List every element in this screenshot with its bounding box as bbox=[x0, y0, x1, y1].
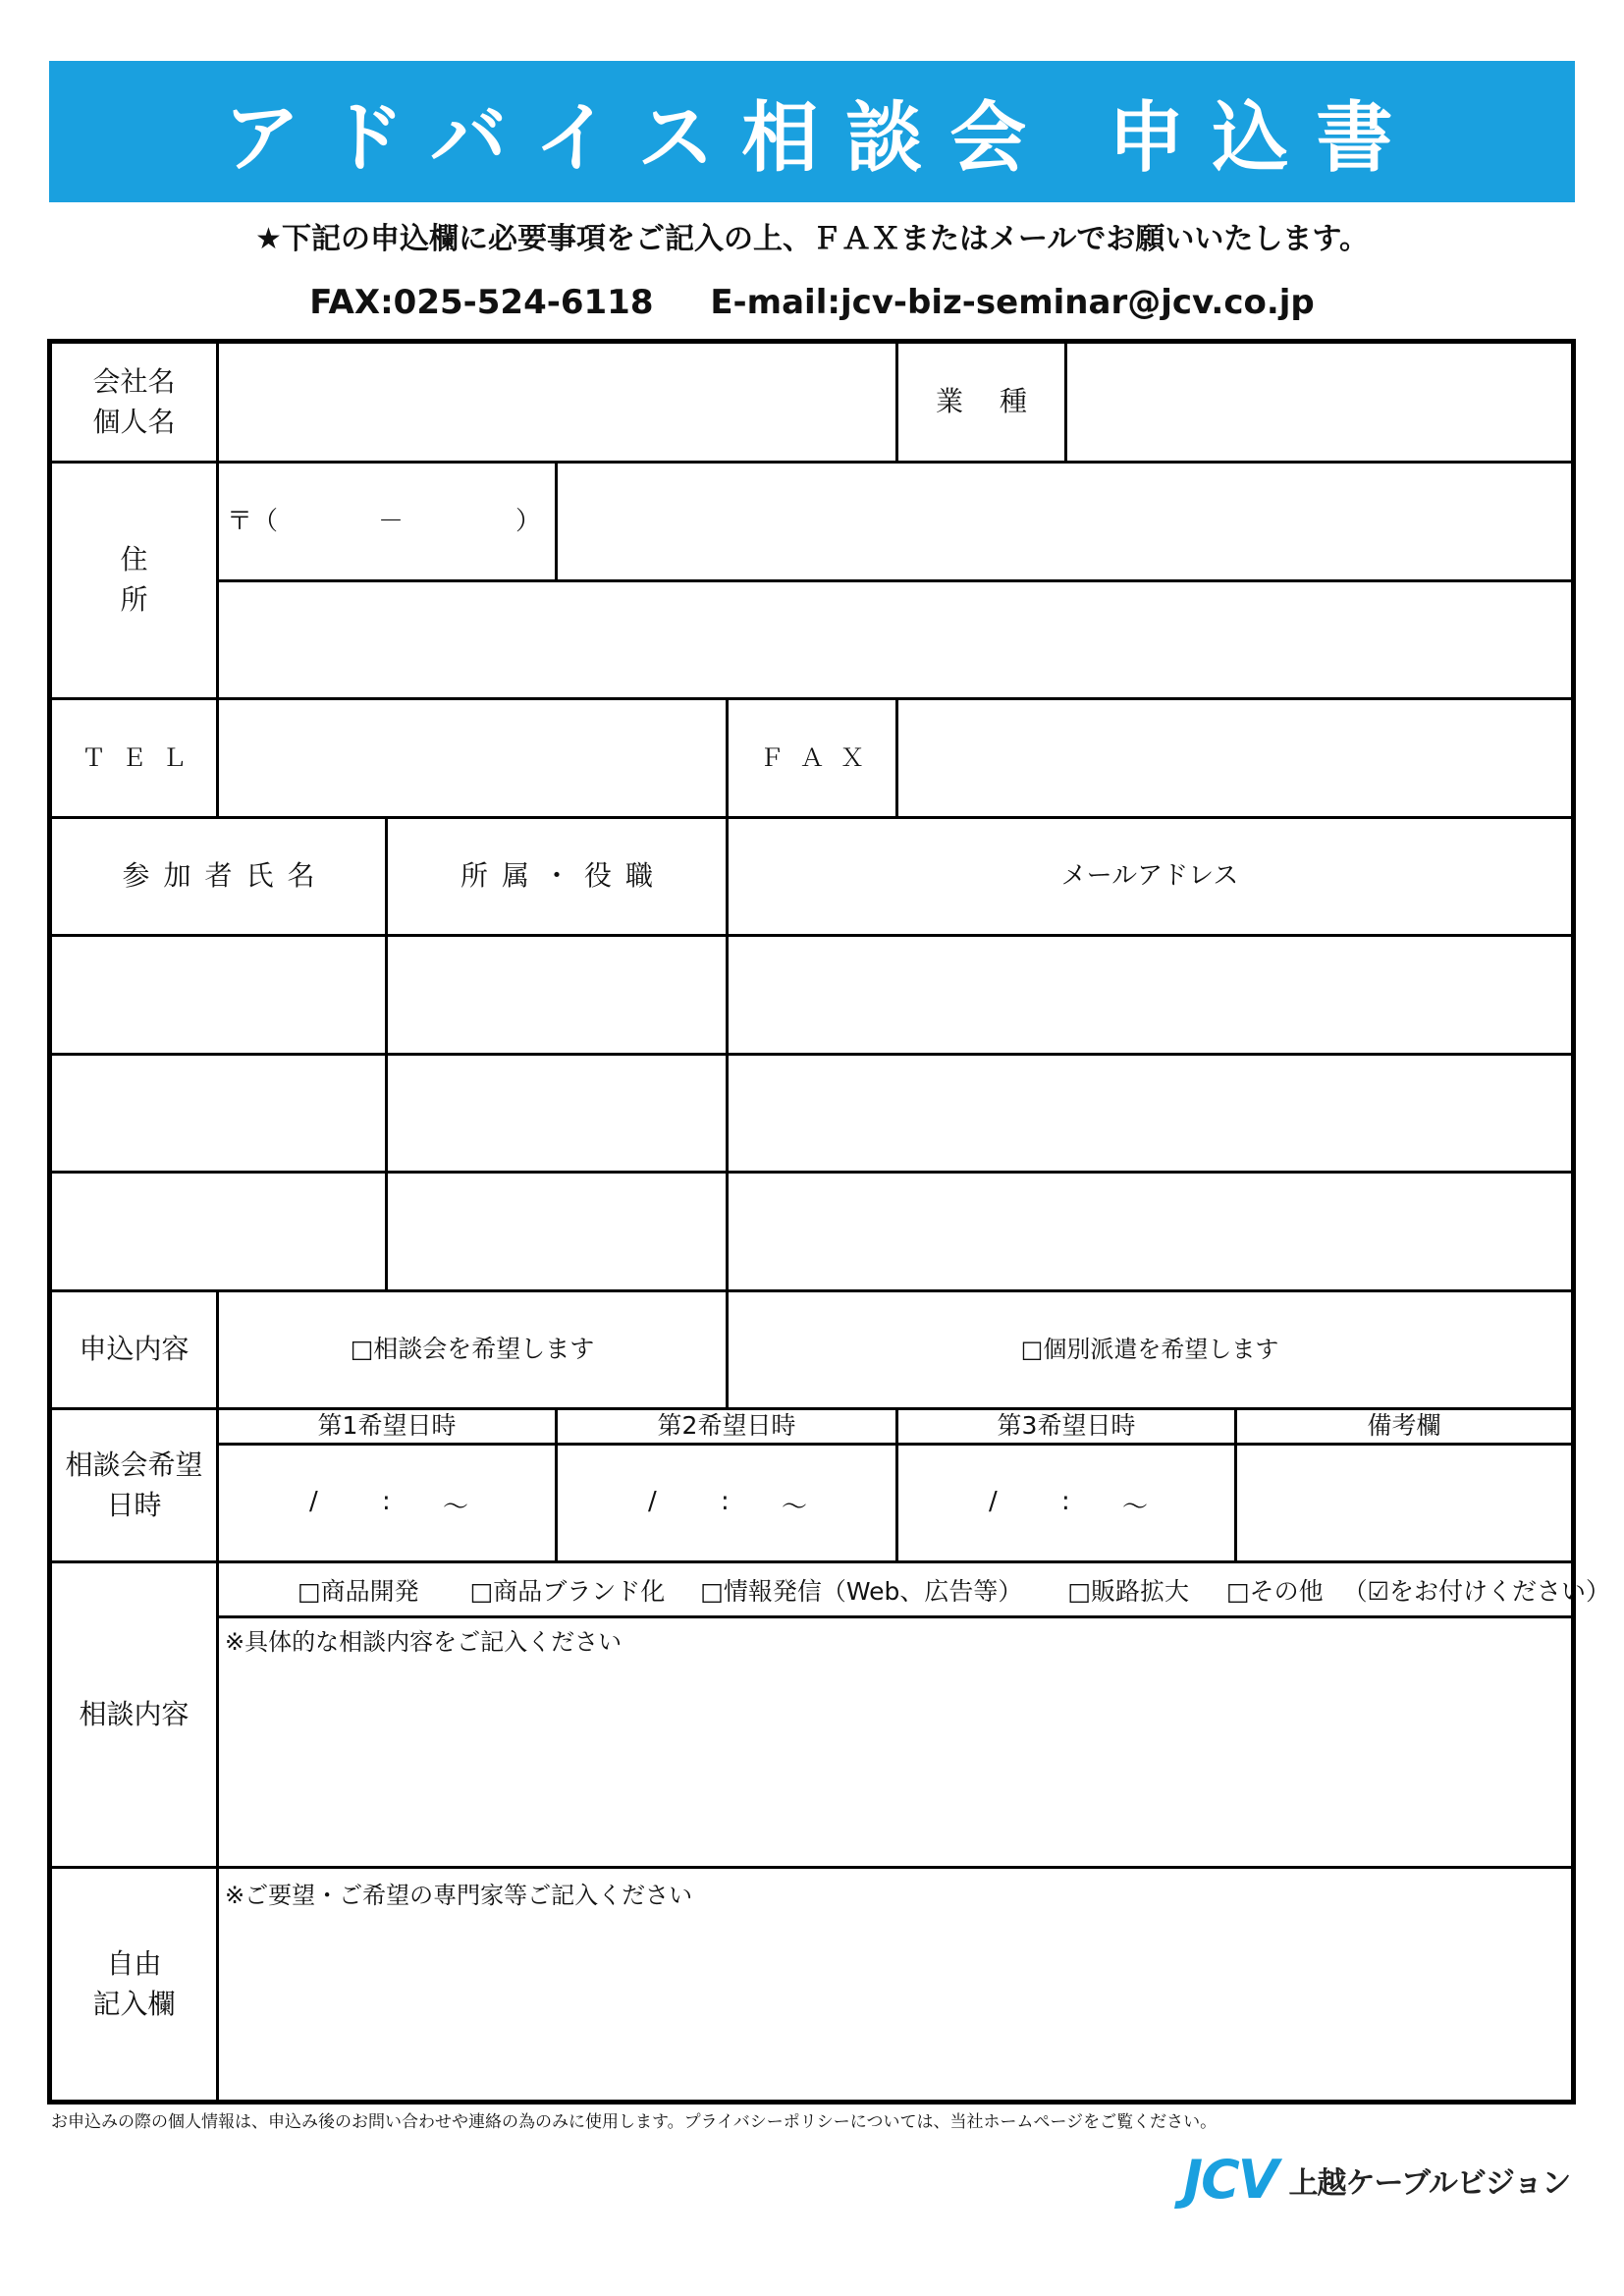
consult-details-field[interactable] bbox=[219, 1618, 1571, 1866]
participant-name-field[interactable] bbox=[52, 937, 385, 1053]
company-name: 上越ケーブルビジョン bbox=[1288, 2165, 1571, 2201]
consult-label: 相談内容 bbox=[79, 1697, 189, 1730]
options-instruction: （☑をお付けください） bbox=[1342, 1576, 1611, 1606]
participant-name-header: 参加者氏名 bbox=[122, 859, 329, 893]
industry-label: 業 種 bbox=[936, 385, 1041, 418]
schedule-label: 相談会希望 日時 bbox=[65, 1448, 203, 1521]
fax-number: FAX:025-524-6118 bbox=[309, 283, 654, 322]
schedule-header-1: 第1希望日時 bbox=[317, 1411, 457, 1441]
time-colon: : bbox=[1061, 1487, 1070, 1516]
contact-line bbox=[49, 283, 1575, 322]
participant-dept-field[interactable] bbox=[388, 937, 726, 1053]
postal-dash: － bbox=[378, 507, 405, 536]
consultation-checkbox[interactable]: □相談会を希望します bbox=[350, 1335, 595, 1364]
schedule-header-2: 第2希望日時 bbox=[657, 1411, 796, 1441]
consult-options bbox=[219, 1563, 1611, 1615]
address-line1-field[interactable] bbox=[558, 464, 1571, 579]
dispatch-checkbox[interactable]: □個別派遣を希望します bbox=[1020, 1336, 1279, 1364]
jcv-logo-mark: JCV bbox=[1183, 2149, 1277, 2211]
time-colon: : bbox=[382, 1487, 391, 1516]
free-entry-label: 自由 記入欄 bbox=[92, 1946, 176, 2020]
date-slash: / bbox=[989, 1487, 998, 1516]
option-info-publishing[interactable]: □情報発信（Web、広告等） bbox=[700, 1576, 1023, 1606]
fax-field[interactable] bbox=[898, 700, 1571, 816]
option-sales-expansion[interactable]: □販路拡大 bbox=[1067, 1576, 1190, 1606]
consult-hint: ※具体的な相談内容をご記入ください bbox=[225, 1628, 623, 1656]
schedule-remarks-field[interactable] bbox=[1237, 1446, 1571, 1560]
participant-dept-header: 所属・役職 bbox=[460, 859, 667, 893]
participant-email-field[interactable] bbox=[729, 1056, 1571, 1171]
free-entry-hint: ※ご要望・ご希望の専門家等ご記入ください bbox=[225, 1882, 693, 1909]
schedule-header-remarks: 備考欄 bbox=[1367, 1411, 1441, 1441]
page-title: アドバイス相談会 申込書 bbox=[223, 94, 1421, 183]
industry-field[interactable] bbox=[1067, 344, 1571, 461]
participant-email-header: メールアドレス bbox=[1060, 860, 1239, 891]
date-slash: / bbox=[309, 1487, 318, 1516]
address-line2-field[interactable] bbox=[219, 582, 1571, 697]
participant-email-field[interactable] bbox=[729, 1174, 1571, 1289]
fax-label: ＦＡＸ bbox=[759, 742, 881, 772]
range-tilde: ～ bbox=[443, 1493, 469, 1522]
participant-name-field[interactable] bbox=[52, 1056, 385, 1171]
free-entry-field[interactable] bbox=[219, 1869, 1571, 2100]
time-colon: : bbox=[721, 1487, 730, 1516]
postal-code-field[interactable] bbox=[219, 464, 555, 579]
company-field[interactable] bbox=[219, 344, 895, 461]
participant-email-field[interactable] bbox=[729, 937, 1571, 1053]
company-label: 会社名 個人名 bbox=[92, 364, 176, 438]
option-product-branding[interactable]: □商品ブランド化 bbox=[469, 1576, 666, 1606]
schedule-date-field-3[interactable] bbox=[898, 1446, 1234, 1560]
apply-label: 申込内容 bbox=[79, 1333, 189, 1366]
tel-label: ＴＥＬ bbox=[81, 742, 202, 772]
application-form bbox=[47, 339, 1611, 2105]
participant-name-field[interactable] bbox=[52, 1174, 385, 1289]
instruction-note: ★下記の申込欄に必要事項をご記入の上、ＦＡＸまたはメールでお願いいたします。 bbox=[255, 222, 1369, 256]
tel-field[interactable] bbox=[219, 700, 726, 816]
schedule-header-3: 第3希望日時 bbox=[997, 1411, 1136, 1441]
title-banner bbox=[49, 61, 1575, 202]
address-label: 住 所 bbox=[120, 543, 184, 616]
schedule-date-field-2[interactable] bbox=[558, 1446, 895, 1560]
email-address: E-mail:jcv-biz-seminar@jcv.co.jp bbox=[710, 283, 1315, 322]
date-slash: / bbox=[648, 1487, 657, 1516]
range-tilde: ～ bbox=[1122, 1493, 1149, 1522]
option-other[interactable]: □その他 bbox=[1226, 1576, 1324, 1606]
postal-mark: 〒（ bbox=[227, 507, 279, 536]
postal-close: ） bbox=[515, 507, 542, 536]
participant-dept-field[interactable] bbox=[388, 1174, 726, 1289]
privacy-notice: お申込みの際の個人情報は、申込み後のお問い合わせや連絡の為のみに使用します。プライバシーポリシーについては、当社ホームページをご覧ください。 bbox=[51, 2112, 1218, 2132]
option-product-development[interactable]: □商品開発 bbox=[298, 1576, 419, 1606]
schedule-date-field-1[interactable] bbox=[219, 1446, 555, 1560]
company-logo bbox=[1183, 2149, 1570, 2211]
participant-dept-field[interactable] bbox=[388, 1056, 726, 1171]
range-tilde: ～ bbox=[782, 1493, 808, 1522]
